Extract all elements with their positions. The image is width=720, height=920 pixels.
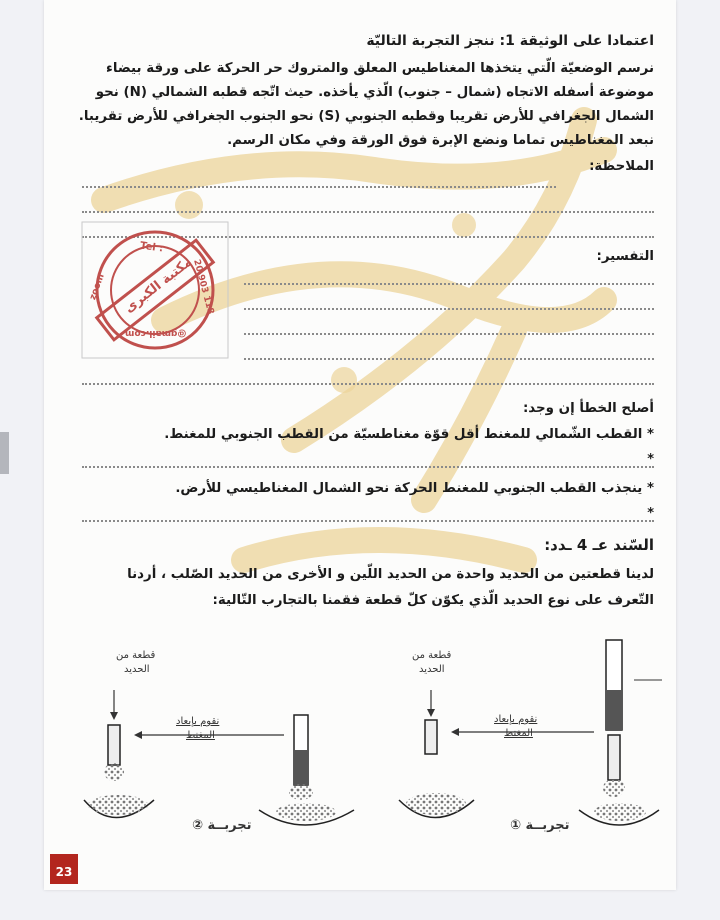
correction-item: * ينجذب القطب الجنوبي للمغنط الحركة نحو الشمال المغناطيسي للأرض. [175,481,654,496]
library-stamp [80,220,230,360]
intro-line: الشمال الجغرافي للأرض تقريبا وقطبه الجنوبي (S) نحو الجنوب الجغرافي للأرض تقريبا. [78,109,654,124]
answer-dotted-line [82,383,654,385]
stamp-email-prefix: zoom [88,272,107,302]
intro-line: نبعد المغناطيس تماما ونضع الإبرة فوق الورقة وفي مكان الرسم. [227,133,654,148]
answer-dotted-line [244,308,654,310]
answer-dotted-line [244,358,654,360]
stamp-tel: Tel : [139,240,164,255]
stamp-email: @gmail.com [125,328,187,338]
exp2-iron-label: الحديد [124,664,150,675]
stamp-arabic: مكتبة الكبرى [121,254,195,317]
answer-dotted-line [244,333,654,335]
exp1-action-label: المغنط [504,728,533,739]
observation-label: الملاحظة: [589,159,654,174]
answer-dotted-line [82,211,654,213]
exp1-action-label: نقوم بإبعاد [494,714,538,725]
experiment-1-label: تجربــة ① [510,818,570,833]
exp1-iron-label: الحديد [419,664,445,675]
correction-item: * القطب الشّمالي للمغنط أقل قوّة مغناطسيّة من القطب الجنوبي للمغنط. [164,427,654,442]
document4-title: السّند عـ 4 ـدد: [544,536,654,554]
correction-star: * [647,506,654,521]
answer-dotted-line [82,520,654,522]
exp2-action-label: نقوم بإبعاد [176,716,220,727]
stamp-number: 20 903 118 [191,258,216,316]
answer-dotted-line [244,283,654,285]
page-number: 23 [50,854,78,884]
exp1-iron-label: قطعة من [412,650,452,661]
exp2-action-label: المغنط [186,730,215,741]
answer-dotted-line [82,466,654,468]
document4-line: لدينا قطعتين من الحديد واحدة من الحديد اللّين و الأخرى من الحديد الصّلب ، أردنا [127,567,654,582]
interpretation-label: التفسير: [596,249,654,264]
answer-dotted-line [82,186,556,188]
experiment-2-label: تجربــة ② [192,818,252,833]
intro-line: موضوعة أسفله الاتجاه (شمال – جنوب) الّذي يأخذه. حيث اتّجه قطبه الشمالي (N) نحو [95,85,654,100]
correction-title: أصلح الخطأ إن وجد: [522,401,654,416]
document-page [44,0,676,890]
scrollbar-thumb[interactable] [0,432,9,474]
experiment-2-diagram [84,690,354,825]
exp2-iron-label: قطعة من [116,650,156,661]
intro-line: نرسم الوضعيّة الّتي يتخذها المغناطيس المعلق والمتروك حر الحركة على ورقة بيضاء [105,61,654,76]
intro-heading: اعتمادا على الوثيقة 1: ننجز التجربة التاليّة [366,33,654,49]
correction-star: * [647,452,654,467]
document4-line: التّعرف على نوع الحديد الّذي يكوّن كلّ قطعة فقمنا بالتجارب التّالية: [212,593,654,608]
